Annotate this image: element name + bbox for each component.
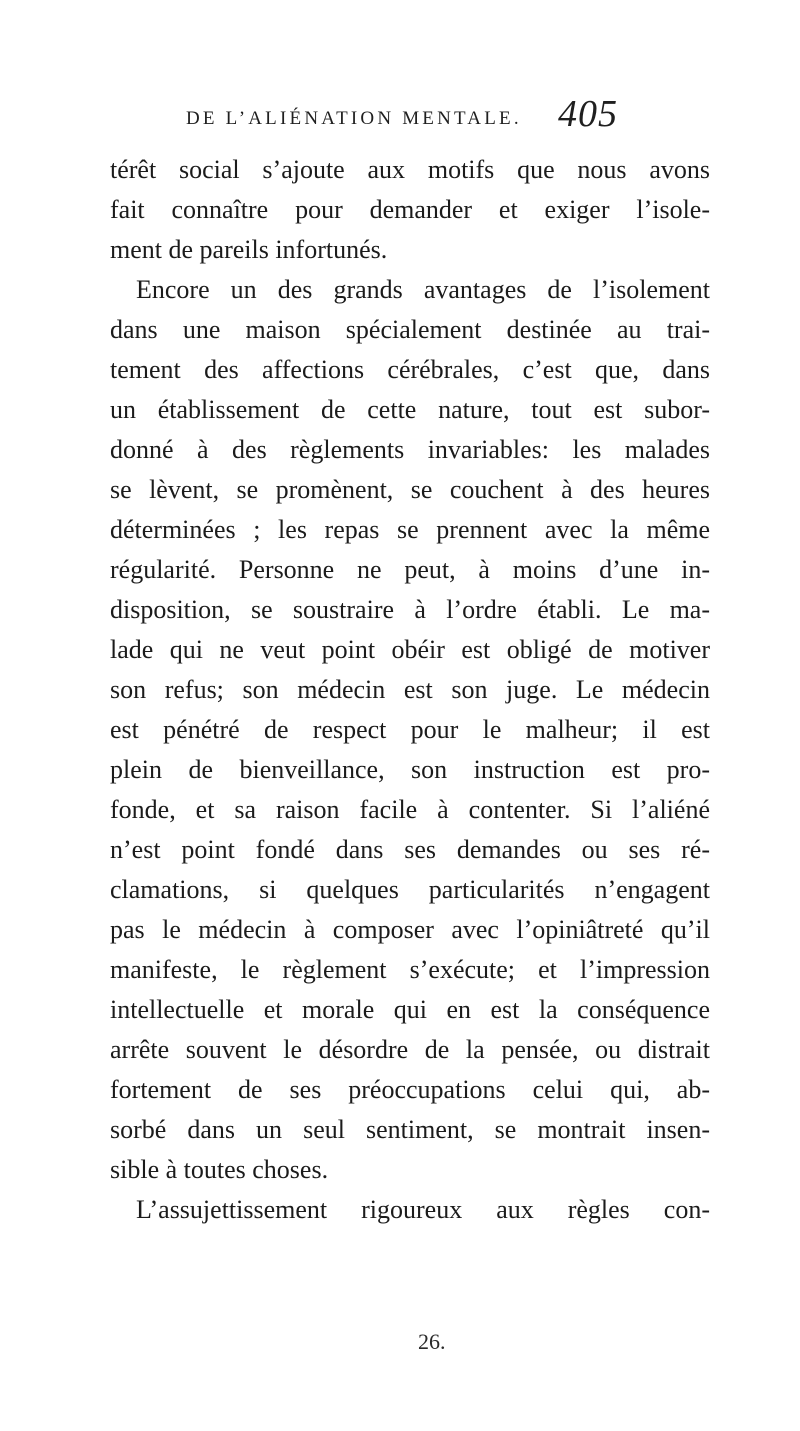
text-line: fonde, et sa raison facile à contenter. Si l’aliéné — [110, 795, 710, 824]
text-line: lade qui ne veut point obéir est obligé de motiver — [110, 635, 710, 664]
text-line: intellectuelle et morale qui en est la conséquence — [110, 995, 710, 1024]
text-line: plein de bienveillance, son instruction est pro- — [110, 755, 710, 784]
text-line: est pénétré de respect pour le malheur; il est — [110, 715, 710, 744]
text-line: dans une maison spécialement destinée au trai- — [110, 315, 710, 344]
text-line: clamations, si quelques particularités n’engagent — [110, 875, 710, 904]
running-head — [186, 86, 616, 140]
text-line: tement des affections cérébrales, c’est que, dans — [110, 355, 710, 384]
text-line: régularité. Personne ne peut, à moins d’une in- — [110, 555, 710, 584]
text-line: Encore un des grands avantages de l’isolement — [136, 275, 710, 304]
text-line: donné à des règlements invariables: les malades — [110, 435, 710, 464]
signature-mark: 26. — [418, 1329, 446, 1354]
text-line: ment de pareils infortunés. — [110, 235, 388, 264]
text-line: fortement de ses préoccupations celui qui, ab- — [110, 1075, 710, 1104]
text-line: son refus; son médecin est son juge. Le médecin — [110, 675, 710, 704]
text-line: térêt social s’ajoute aux motifs que nous avons — [110, 155, 710, 184]
text-line: disposition, se soustraire à l’ordre établi. Le ma- — [110, 595, 710, 624]
text-line: manifeste, le règlement s’exécute; et l’impression — [110, 955, 710, 984]
text-line: sorbé dans un seul sentiment, se montrait insen- — [110, 1115, 710, 1144]
text-line: pas le médecin à composer avec l’opiniâtreté qu’il — [110, 915, 710, 944]
text-line: se lèvent, se promènent, se couchent à des heures — [110, 475, 710, 504]
text-line: déterminées ; les repas se prennent avec la même — [110, 515, 710, 544]
text-line: sible à toutes choses. — [110, 1155, 329, 1184]
text-line: fait connaître pour demander et exiger l’isole- — [110, 195, 710, 224]
running-title: DE L’ALIÉNATION MENTALE. — [186, 108, 522, 129]
text-line: arrête souvent le désordre de la pensée, ou distrait — [110, 1035, 710, 1064]
text-line: L’assujettissement rigoureux aux règles con- — [136, 1195, 710, 1224]
text-line: un établissement de cette nature, tout est subor- — [110, 395, 710, 424]
text-line: n’est point fondé dans ses demandes ou ses ré- — [110, 835, 710, 864]
page-number: 405 — [558, 93, 618, 135]
